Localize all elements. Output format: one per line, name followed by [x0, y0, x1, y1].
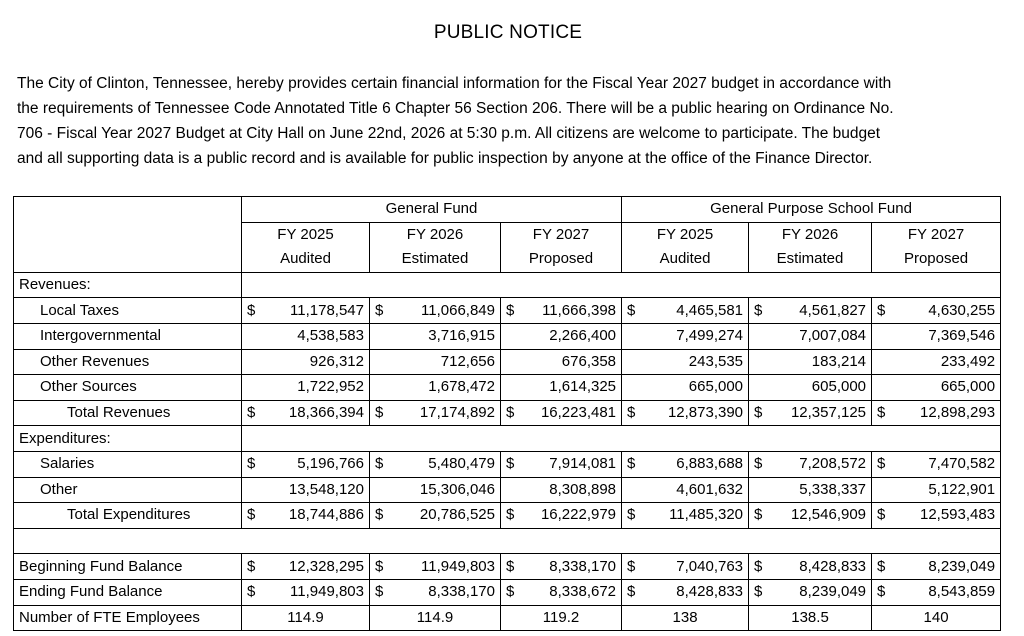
col-year: FY 2026 — [749, 222, 872, 247]
value-cell — [242, 451, 370, 477]
currency-symbol: $ — [627, 301, 636, 319]
currency-symbol: $ — [877, 506, 886, 524]
row-intergovernmental — [14, 323, 1001, 349]
currency-symbol: $ — [247, 506, 256, 524]
value-cell — [242, 400, 370, 426]
value-cell — [872, 298, 1001, 324]
currency-symbol: $ — [375, 583, 384, 601]
value-cell: 114.9 — [370, 605, 501, 631]
amount: 7,914,081 — [549, 455, 617, 473]
value-cell: 665,000 — [872, 375, 1001, 401]
notice-line: the requirements of Tennessee Code Annotated Title 6 Chapter 56 Section 206. There will be a public hearing on Ordinance No. — [17, 100, 894, 117]
currency-symbol: $ — [754, 506, 763, 524]
col-year: FY 2025 — [242, 222, 370, 247]
amount: 8,428,833 — [676, 583, 744, 601]
currency-symbol: $ — [754, 557, 763, 575]
amount: 16,222,979 — [540, 506, 617, 524]
currency-symbol: $ — [877, 557, 886, 575]
amount: 4,630,255 — [928, 301, 996, 319]
notice-line: 706 - Fiscal Year 2027 Budget at City Hall on June 22nd, 2026 at 5:30 p.m. All citizens are welcome to participate. The budget — [17, 125, 881, 142]
amount: 12,593,483 — [919, 506, 996, 524]
currency-symbol: $ — [247, 455, 256, 473]
amount: 7,208,572 — [799, 455, 867, 473]
amount: 4,465,581 — [676, 301, 744, 319]
page-title: PUBLIC NOTICE — [433, 22, 583, 43]
amount: 8,338,672 — [549, 583, 617, 601]
currency-symbol: $ — [627, 506, 636, 524]
spacer-row — [14, 528, 1001, 554]
amount: 5,196,766 — [297, 455, 364, 473]
value-cell — [872, 503, 1001, 529]
amount: 7,470,582 — [928, 455, 996, 473]
currency-symbol: $ — [627, 455, 636, 473]
amount: 8,338,170 — [549, 557, 617, 575]
value-cell: 114.9 — [242, 605, 370, 631]
value-cell — [370, 503, 501, 529]
value-cell — [749, 579, 872, 605]
row-label: Other — [14, 477, 242, 503]
amount: 12,328,295 — [288, 557, 364, 575]
row-label: Intergovernmental — [14, 323, 242, 349]
value-cell: 183,214 — [749, 349, 872, 375]
row-local-taxes — [14, 298, 1001, 324]
value-cell — [872, 579, 1001, 605]
amount: 7,040,763 — [676, 557, 744, 575]
value-cell: 712,656 — [370, 349, 501, 375]
amount: 18,744,886 — [288, 506, 364, 524]
amount: 12,873,390 — [667, 404, 744, 422]
value-cell: 2,266,400 — [501, 323, 622, 349]
currency-symbol: $ — [877, 455, 886, 473]
group-header-general-fund: General Fund — [242, 197, 622, 223]
value-cell: 5,338,337 — [749, 477, 872, 503]
value-cell: 138 — [622, 605, 749, 631]
currency-symbol: $ — [247, 301, 256, 319]
header-corner — [14, 247, 242, 272]
value-cell: 7,369,546 — [872, 323, 1001, 349]
value-cell — [370, 451, 501, 477]
row-ending-fund-balance — [14, 579, 1001, 605]
amount: 11,666,398 — [542, 301, 617, 319]
currency-symbol: $ — [506, 404, 515, 422]
amount: 4,561,827 — [799, 301, 867, 319]
value-cell — [501, 503, 622, 529]
value-cell: 605,000 — [749, 375, 872, 401]
value-cell: 13,548,120 — [242, 477, 370, 503]
amount: 8,239,049 — [928, 557, 996, 575]
currency-symbol: $ — [627, 557, 636, 575]
value-cell — [622, 400, 749, 426]
amount: 8,543,859 — [928, 583, 996, 601]
spacer-cell — [14, 528, 1001, 554]
row-label: Number of FTE Employees — [14, 605, 242, 631]
value-cell: 4,601,632 — [622, 477, 749, 503]
value-cell: 1,614,325 — [501, 375, 622, 401]
value-cell: 138.5 — [749, 605, 872, 631]
value-cell — [872, 400, 1001, 426]
value-cell: 140 — [872, 605, 1001, 631]
currency-symbol: $ — [506, 301, 515, 319]
row-label: Total Expenditures — [14, 503, 242, 529]
row-label: Ending Fund Balance — [14, 579, 242, 605]
section-revenues — [14, 272, 1001, 298]
col-year: FY 2027 — [501, 222, 622, 247]
col-status: Proposed — [872, 247, 1001, 272]
value-cell: 119.2 — [501, 605, 622, 631]
value-cell — [501, 298, 622, 324]
section-label: Revenues: — [14, 272, 242, 298]
amount: 11,178,547 — [290, 301, 364, 319]
currency-symbol: $ — [627, 404, 636, 422]
value-cell — [749, 554, 872, 580]
value-cell: 3,716,915 — [370, 323, 501, 349]
amount: 18,366,394 — [288, 404, 364, 422]
currency-symbol: $ — [247, 557, 256, 575]
col-year: FY 2027 — [872, 222, 1001, 247]
row-label: Beginning Fund Balance — [14, 554, 242, 580]
notice-line: The City of Clinton, Tennessee, hereby provides certain financial information for the Fiscal Year 2027 budget in accordance with — [17, 75, 892, 92]
header-corner — [14, 222, 242, 247]
col-status: Estimated — [370, 247, 501, 272]
notice-line: and all supporting data is a public record and is available for public inspection by anyone at the office of the Finance Director. — [17, 150, 873, 167]
value-cell: 676,358 — [501, 349, 622, 375]
value-cell: 5,122,901 — [872, 477, 1001, 503]
currency-symbol: $ — [754, 455, 763, 473]
currency-symbol: $ — [877, 404, 886, 422]
amount: 5,480,479 — [428, 455, 495, 473]
section-label: Expenditures: — [14, 426, 242, 452]
currency-symbol: $ — [877, 583, 886, 601]
amount: 8,239,049 — [799, 583, 867, 601]
value-cell — [501, 451, 622, 477]
row-other-sources — [14, 375, 1001, 401]
value-cell: 4,538,583 — [242, 323, 370, 349]
amount: 12,898,293 — [919, 404, 996, 422]
value-cell — [622, 503, 749, 529]
value-cell: 15,306,046 — [370, 477, 501, 503]
currency-symbol: $ — [247, 583, 256, 601]
row-label: Other Sources — [14, 375, 242, 401]
col-status: Proposed — [501, 247, 622, 272]
value-cell: 8,308,898 — [501, 477, 622, 503]
row-beginning-fund-balance — [14, 554, 1001, 580]
amount: 8,338,170 — [428, 583, 495, 601]
currency-symbol: $ — [506, 557, 515, 575]
value-cell — [242, 554, 370, 580]
value-cell: 243,535 — [622, 349, 749, 375]
value-cell — [872, 451, 1001, 477]
value-cell — [501, 554, 622, 580]
value-cell — [501, 579, 622, 605]
value-cell — [242, 298, 370, 324]
section-expenditures — [14, 426, 1001, 452]
header-row-groups — [14, 197, 1001, 223]
amount: 6,883,688 — [676, 455, 744, 473]
row-label: Total Revenues — [14, 400, 242, 426]
value-cell — [622, 554, 749, 580]
value-cell: 926,312 — [242, 349, 370, 375]
header-row-status — [14, 247, 1001, 272]
col-year: FY 2025 — [622, 222, 749, 247]
amount: 16,223,481 — [540, 404, 617, 422]
amount: 17,174,892 — [419, 404, 495, 422]
value-cell — [872, 554, 1001, 580]
value-cell — [622, 579, 749, 605]
value-cell — [622, 451, 749, 477]
notice-paragraph — [17, 71, 1007, 171]
currency-symbol: $ — [754, 583, 763, 601]
value-cell — [749, 298, 872, 324]
row-other-expenditures — [14, 477, 1001, 503]
amount: 11,949,803 — [290, 583, 364, 601]
currency-symbol: $ — [375, 301, 384, 319]
amount: 11,066,849 — [421, 301, 495, 319]
amount: 12,546,909 — [790, 506, 867, 524]
value-cell — [749, 503, 872, 529]
row-fte-employees — [14, 605, 1001, 631]
value-cell: 7,007,084 — [749, 323, 872, 349]
section-spacer — [242, 426, 1001, 452]
currency-symbol: $ — [754, 404, 763, 422]
amount: 8,428,833 — [799, 557, 867, 575]
currency-symbol: $ — [375, 455, 384, 473]
value-cell — [242, 579, 370, 605]
value-cell: 1,722,952 — [242, 375, 370, 401]
amount: 11,485,320 — [669, 506, 744, 524]
value-cell — [370, 400, 501, 426]
currency-symbol: $ — [754, 301, 763, 319]
value-cell: 7,499,274 — [622, 323, 749, 349]
header-corner — [14, 197, 242, 223]
group-header-school-fund: General Purpose School Fund — [622, 197, 1001, 223]
col-year: FY 2026 — [370, 222, 501, 247]
currency-symbol: $ — [627, 583, 636, 601]
row-salaries — [14, 451, 1001, 477]
amount: 12,357,125 — [790, 404, 867, 422]
col-status: Audited — [622, 247, 749, 272]
currency-symbol: $ — [877, 301, 886, 319]
currency-symbol: $ — [506, 455, 515, 473]
value-cell — [749, 451, 872, 477]
currency-symbol: $ — [375, 506, 384, 524]
value-cell: 233,492 — [872, 349, 1001, 375]
row-other-revenues — [14, 349, 1001, 375]
value-cell — [370, 554, 501, 580]
currency-symbol: $ — [247, 404, 256, 422]
currency-symbol: $ — [375, 404, 384, 422]
value-cell — [370, 298, 501, 324]
currency-symbol: $ — [506, 583, 515, 601]
value-cell — [501, 400, 622, 426]
row-total-expenditures — [14, 503, 1001, 529]
row-label: Other Revenues — [14, 349, 242, 375]
col-status: Audited — [242, 247, 370, 272]
currency-symbol: $ — [375, 557, 384, 575]
currency-symbol: $ — [506, 506, 515, 524]
value-cell: 1,678,472 — [370, 375, 501, 401]
value-cell — [370, 579, 501, 605]
amount: 11,949,803 — [421, 557, 495, 575]
row-total-revenues — [14, 400, 1001, 426]
budget-table — [13, 196, 1001, 631]
value-cell — [622, 298, 749, 324]
col-status: Estimated — [749, 247, 872, 272]
value-cell — [749, 400, 872, 426]
value-cell: 665,000 — [622, 375, 749, 401]
amount: 20,786,525 — [419, 506, 495, 524]
row-label: Salaries — [14, 451, 242, 477]
row-label: Local Taxes — [14, 298, 242, 324]
value-cell — [242, 503, 370, 529]
header-row-years — [14, 222, 1001, 247]
section-spacer — [242, 272, 1001, 298]
